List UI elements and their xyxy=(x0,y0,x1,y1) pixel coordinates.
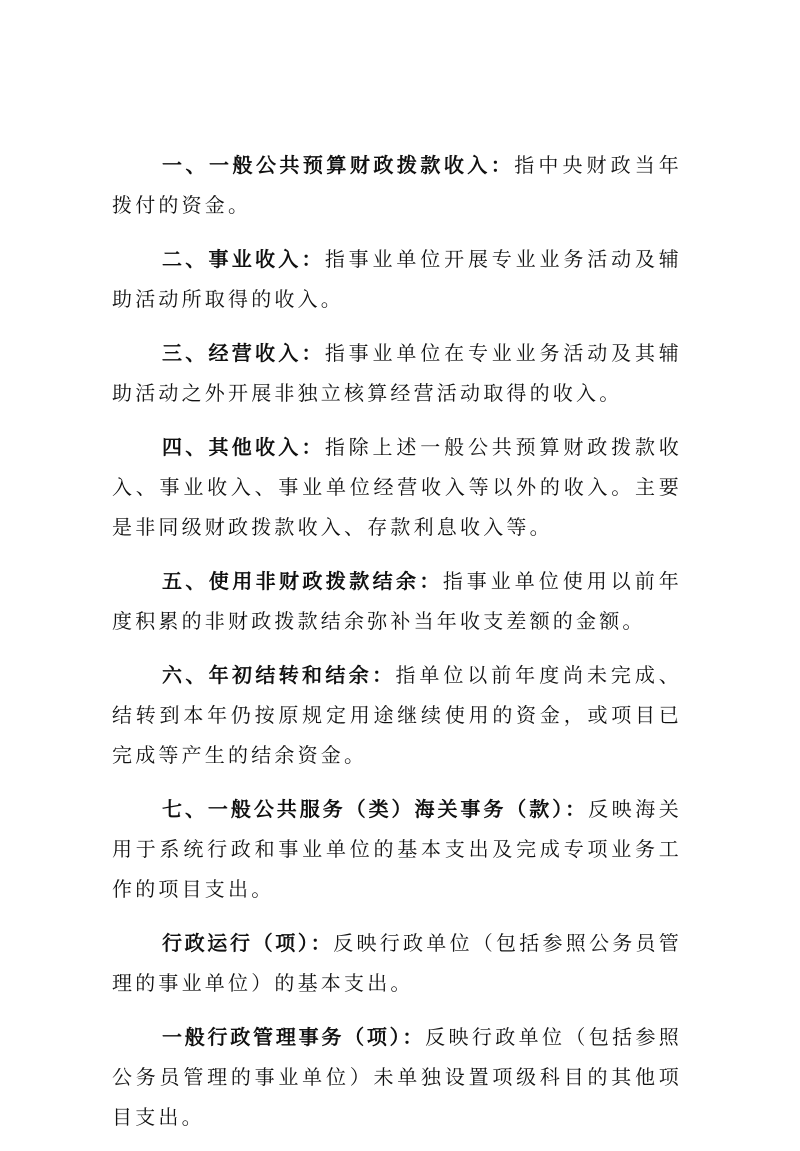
definition-term: 五、使用非财政拨款结余： xyxy=(162,569,443,593)
definition-text: 反映海关用于系统行政和事业单位的基本支出及完成专项业务工作的项目支出。 xyxy=(112,797,682,901)
definition-term: 一般行政管理事务（项）： xyxy=(162,1025,426,1049)
definition-text: 指除上述一般公共预算财政拨款收入、事业收入、事业单位经营收入等以外的收入。主要是非同级财政拨款收入、存款利息收入等。 xyxy=(112,435,683,539)
definition-6 xyxy=(112,655,682,775)
definition-text: 反映行政单位（包括参照公务员管理的事业单位）未单独设置项级科目的其他项目支出。 xyxy=(112,1025,683,1129)
definition-5 xyxy=(112,561,682,641)
definition-text: 指事业单位开展专业业务活动及辅助活动所取得的收入。 xyxy=(112,247,683,311)
definition-term: 行政运行（项）： xyxy=(162,931,334,955)
definition-1 xyxy=(112,145,682,225)
definition-text: 指中央财政当年拨付的资金。 xyxy=(112,153,682,217)
definition-4 xyxy=(112,427,682,547)
definition-7 xyxy=(112,789,682,909)
definitions-list xyxy=(112,145,682,1151)
definition-2 xyxy=(112,239,682,319)
definition-term: 七、一般公共服务（类）海关事务（款）： xyxy=(162,797,589,821)
definition-term: 六、年初结转和结余： xyxy=(162,663,396,687)
definition-text: 指事业单位在专业业务活动及其辅助活动之外开展非独立核算经营活动取得的收入。 xyxy=(112,341,683,405)
definition-9 xyxy=(112,1017,682,1137)
definition-term: 三、经营收入： xyxy=(162,341,325,365)
definition-text: 反映行政单位（包括参照公务员管理的事业单位）的基本支出。 xyxy=(112,931,682,995)
definition-text: 指单位以前年度尚未完成、结转到本年仍按原规定用途继续使用的资金，或项目已完成等产生的结余资金。 xyxy=(112,663,683,767)
definition-term: 二、事业收入： xyxy=(162,247,325,271)
definition-term: 一、一般公共预算财政拨款收入： xyxy=(162,153,515,177)
definition-term: 四、其他收入： xyxy=(162,435,325,459)
definition-8 xyxy=(112,923,682,1003)
definition-3 xyxy=(112,333,682,413)
definition-text: 指事业单位使用以前年度积累的非财政拨款结余弥补当年收支差额的金额。 xyxy=(112,569,683,633)
